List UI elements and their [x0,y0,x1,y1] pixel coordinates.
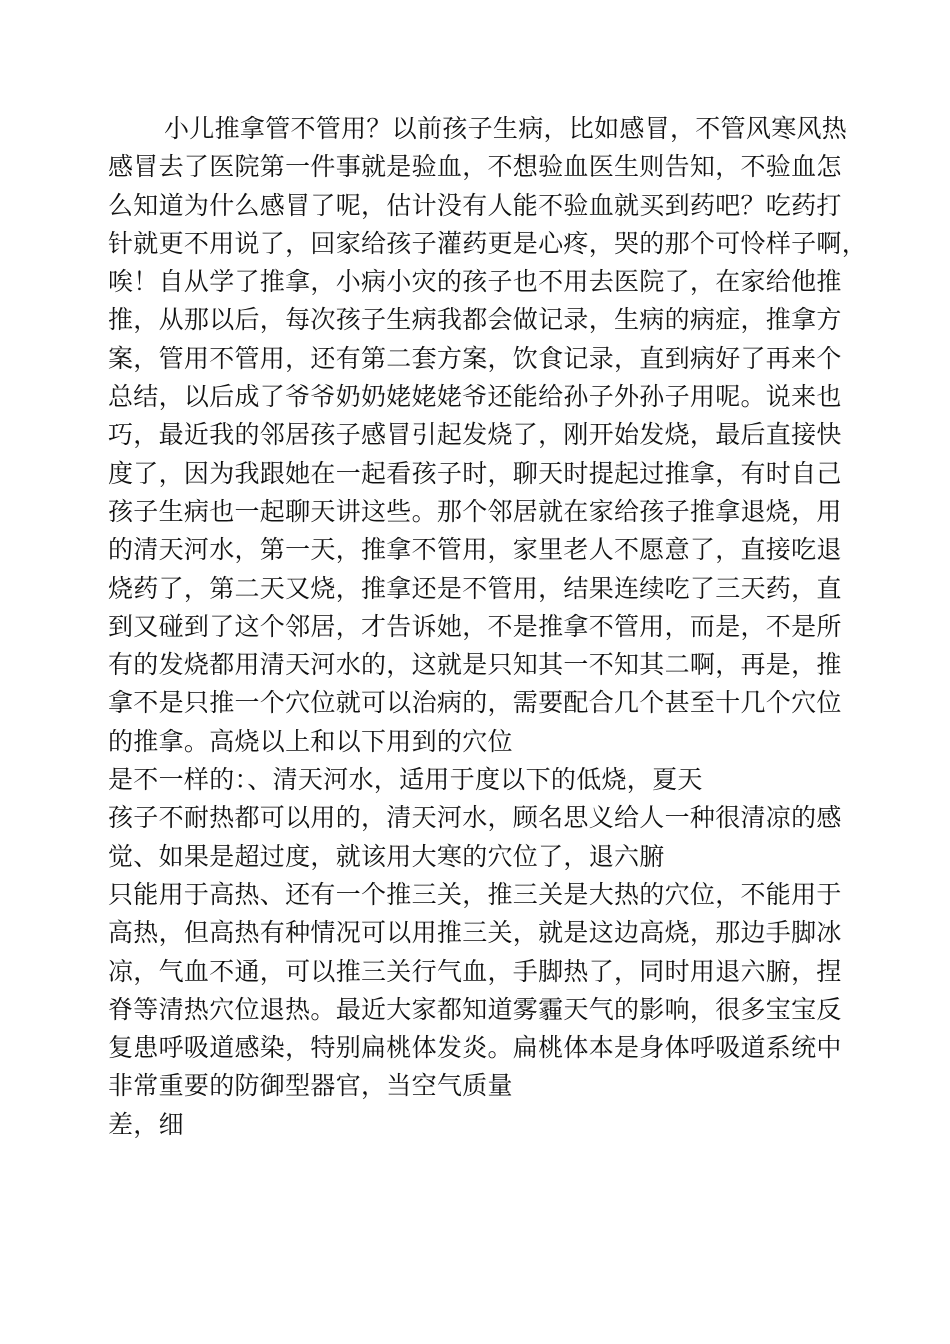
text-line: 总结，以后成了爷爷奶奶姥姥姥爷还能给孙子外孙子用呢。说来也 [108,382,842,412]
text-line: 脊等清热穴位退热。最近大家都知道雾霾天气的影响，很多宝宝反 [108,994,842,1024]
text-line: 拿不是只推一个穴位就可以治病的，需要配合几个甚至十几个穴位 [108,688,842,718]
text-line: 凉，气血不通，可以推三关行气血，手脚热了，同时用退六腑，捏 [108,956,842,986]
text-line: 复患呼吸道感染，特别扁桃体发炎。扁桃体本是身体呼吸道系统中 [108,1033,842,1063]
text-line: 差，细 [108,1109,184,1139]
text-line: 孩子不耐热都可以用的，清天河水，顾名思义给人一种很清凉的感 [108,803,842,833]
text-line: 巧，最近我的邻居孩子感冒引起发烧了，刚开始发烧，最后直接快 [108,420,842,450]
text-line: 烧药了，第二天又烧，推拿还是不管用，结果连续吃了三天药，直 [108,573,842,603]
text-line: 的推拿。高烧以上和以下用到的穴位 [108,726,513,756]
text-line: 小儿推拿管不管用？以前孩子生病，比如感冒，不管风寒风热 [164,114,848,143]
text-line: 唉！自从学了推拿，小病小灾的孩子也不用去医院了，在家给他推 [108,267,842,297]
text-line: 感冒去了医院第一件事就是验血，不想验血医生则告知，不验血怎 [108,152,842,182]
text-line: 针就更不用说了，回家给孩子灌药更是心疼，哭的那个可怜样子啊， [108,228,868,258]
text-line: 推，从那以后，每次孩子生病我都会做记录，生病的病症，推拿方 [108,305,842,335]
text-line: 么知道为什么感冒了呢，估计没有人能不验血就买到药吧？吃药打 [108,190,842,220]
text-line: 有的发烧都用清天河水的，这就是只知其一不知其二啊，再是，推 [108,650,842,680]
text-line: 案，管用不管用，还有第二套方案，饮食记录，直到病好了再来个 [108,343,842,373]
text-line: 孩子生病也一起聊天讲这些。那个邻居就在家给孩子推拿退烧，用 [108,496,842,526]
text-line: 高热，但高热有种情况可以用推三关，就是这边高烧，那边手脚冰 [108,918,842,948]
text-line: 到又碰到了这个邻居，才告诉她，不是推拿不管用，而是，不是所 [108,611,842,641]
text-line: 度了，因为我跟她在一起看孩子时，聊天时提起过推拿，有时自己 [108,458,842,488]
text-line: 只能用于高热、还有一个推三关，推三关是大热的穴位，不能用于 [108,879,842,909]
text-line: 是不一样的：、清天河水，适用于度以下的低烧，夏天 [108,765,703,795]
text-line: 的清天河水，第一天，推拿不管用，家里老人不愿意了，直接吃退 [108,535,842,565]
text-line: 觉、如果是超过度，就该用大寒的穴位了，退六腑 [108,841,665,871]
text-line: 非常重要的防御型器官，当空气质量 [108,1071,513,1101]
body-text [108,110,868,1144]
